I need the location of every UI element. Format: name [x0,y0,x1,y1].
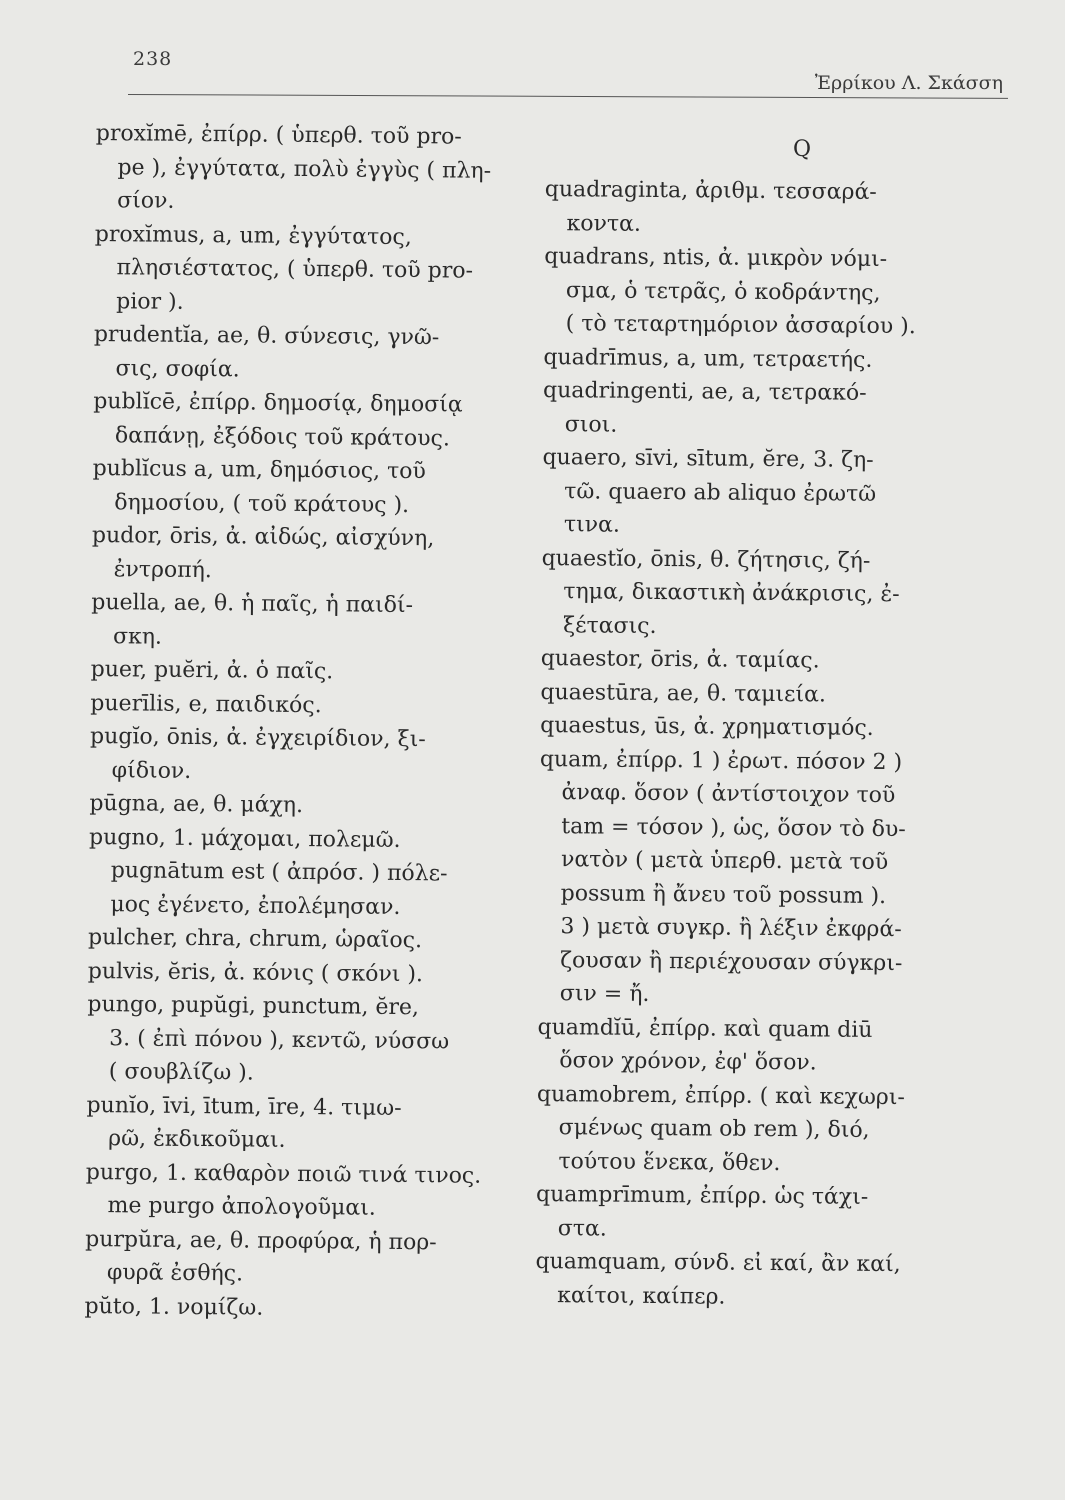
dictionary-entry [85,1155,546,1226]
entry-headword-line: quadrīmus, a, um, τετραετής. [543,344,873,373]
dictionary-entry [87,988,548,1093]
dictionary-entry [88,954,548,992]
dictionary-entry [541,642,996,679]
dictionary-entry [543,340,998,377]
entry-continuation-line: νατὸν ( μετὰ ὑπερθ. μετὰ τοῦ [560,847,889,876]
entry-continuation-line: φυρᾶ ἐσθής. [106,1260,244,1287]
entry-continuation-line: me purgo ἀπολογοῦμαι. [107,1193,376,1221]
entry-continuation-line: σμένως quam ob rem ), διό, [558,1115,870,1143]
dictionary-entry [93,318,554,389]
entry-headword-line: pugno, 1. μάχομαι, πολεμῶ. [88,824,401,853]
entry-headword-line: quaestor, ōris, ἀ. ταμίας. [540,645,820,674]
entry-continuation-line: μος ἐγένετο, ἐπολέμησαν. [110,891,401,920]
entry-headword-line: quaestus, ūs, ἀ. χρηματισμός. [540,712,874,741]
entry-continuation-line: possum ἢ ἄνευ τοῦ possum ). [560,880,887,909]
entry-continuation-line: φίδιον. [111,757,192,784]
entry-headword-line: quaestĭo, ōnis, θ. ζήτησις, ζή- [541,545,871,574]
entry-headword-line: purgo, 1. καθαρὸν ποιῶ τινά τινος. [85,1159,482,1189]
dictionary-entry [91,519,552,590]
entry-headword-line: puella, ae, θ. ἡ παῖς, ἡ παιδί- [91,589,414,619]
entry-headword-line: quadrans, ntis, ἀ. μικρὸν νόμι- [544,243,888,272]
entry-continuation-line: pe ), ἐγγύτατα, πολὺ ἐγγὺς ( πλη- [117,154,492,184]
entry-continuation-line: κοντα. [566,210,642,237]
entry-continuation-line: 3. ( ἐπὶ πόνου ), κεντῶ, νύσσω [109,1025,450,1054]
dictionary-entry [90,720,551,791]
entry-continuation-line: σμα, ὁ τετρᾶς, ὁ κοδράντης, [565,277,881,306]
entry-headword-line: publĭcus a, um, δημόσιος, τοῦ [92,455,426,485]
dictionary-entry [544,240,1000,344]
entry-headword-line: pŭto, 1. νομίζω. [84,1293,264,1321]
entry-headword-line: pūgna, ae, θ. μάχη. [89,790,304,819]
dictionary-entry [535,1245,991,1316]
header-rule [128,94,1008,99]
entry-continuation-line: ἀναφ. ὅσον ( ἀντίστοιχον τοῦ [561,780,896,809]
dictionary-entry [92,452,553,523]
entry-continuation-line: pugnātum est ( ἀπρόσ. ) πόλε- [110,858,448,887]
dictionary-entry [90,686,550,724]
right-column [535,173,1000,1316]
entry-headword-line: quaero, sīvi, sītum, ĕre, 3. ζη- [542,444,874,473]
entry-headword-line: quam, ἐπίρρ. 1 ) ἐρωτ. πόσον 2 ) [539,746,903,775]
dictionary-entry [95,117,556,222]
entry-continuation-line: σις, σοφία. [115,355,240,382]
entry-continuation-line: δαπάνῃ, ἐξόδοις τοῦ κράτους. [114,422,451,451]
entry-continuation-line: σιοι. [564,411,618,438]
dictionary-entry [86,1088,547,1159]
entry-headword-line: pugĭo, ōnis, ἀ. ἐγχειρίδιον, ξι- [89,723,426,753]
dictionary-entry [540,709,995,746]
entry-headword-line: pungo, pupŭgi, punctum, ĕre, [87,991,420,1021]
dictionary-entry [84,1289,544,1327]
dictionary-entry [94,217,555,322]
entry-continuation-line: ( τὸ τεταρτημόριον ἀσσαρίου ). [565,311,916,340]
entry-headword-line: purpŭra, ae, θ. προφύρα, ἡ πορ- [85,1226,437,1255]
entry-headword-line: quamprīmum, ἐπίρρ. ὡς τάχι- [535,1181,869,1210]
entry-headword-line: proxĭmus, a, um, ἐγγύτατος, [94,221,412,250]
entry-headword-line: quamdĭū, ἐπίρρ. καὶ quam diū [537,1014,873,1043]
entry-headword-line: pulcher, chra, chrum, ὡραῖος. [88,924,423,954]
entry-headword-line: quaestūra, ae, θ. ταμιεία. [540,679,827,707]
dictionary-entry [540,675,995,712]
dictionary-entry [541,541,997,645]
dictionary-entry [88,820,549,925]
entry-continuation-line: σίον. [117,188,175,214]
dictionary-entry [544,173,1000,244]
entry-headword-line: pulvis, ĕris, ἀ. κόνις ( σκόνι ). [87,958,424,987]
entry-headword-line: quamquam, σύνδ. εἰ καί, ἂν καί, [535,1248,901,1278]
dictionary-entry [93,385,554,456]
dictionary-entry [85,1222,546,1293]
dictionary-entry [543,374,999,445]
entry-continuation-line: ζουσαν ἢ περιέχουσαν σύγκρι- [560,947,903,976]
dictionary-entry [536,1077,992,1181]
entry-continuation-line: τούτου ἕνεκα, ὅθεν. [558,1148,781,1176]
dictionary-entry [88,921,548,959]
entry-headword-line: punĭo, īvi, ītum, īre, 4. τιμω- [86,1092,402,1121]
section-letter: Q [793,137,812,162]
entry-continuation-line: καίτοι, καίπερ. [557,1282,726,1310]
entry-continuation-line: στα. [557,1215,607,1242]
entry-headword-line: publĭcē, ἐπίρρ. δημοσίᾳ, δημοσίᾳ [93,388,463,418]
entry-continuation-line: τινα. [563,512,621,538]
entry-headword-line: quadringenti, ae, a, τετρακό- [542,377,867,406]
entry-headword-line: pudor, ōris, ἀ. αἰδώς, αἰσχύνη, [91,522,435,552]
entry-continuation-line: tam = τόσον ), ὡς, ὅσον τὸ δυ- [561,813,906,842]
entry-headword-line: quamobrem, ἐπίρρ. ( καὶ κεχωρι- [536,1081,905,1110]
entry-headword-line: proxĭmē, ἐπίρρ. ( ὑπερθ. τοῦ pro- [95,120,462,150]
dictionary-entry [536,1178,992,1249]
entry-headword-line: puerīlis, e, παιδικός. [90,690,322,718]
dictionary-entry [537,1010,993,1081]
dictionary-entry [89,787,549,825]
entry-continuation-line: ἐντροπή. [113,556,212,583]
entry-continuation-line: ( σουβλίζω ). [108,1059,254,1086]
entry-headword-line: prudentĭa, ae, θ. σύνεσις, γνῶ- [93,321,440,351]
entry-headword-line: quadraginta, ἀριθμ. τεσσαρά- [544,176,877,205]
entry-continuation-line: 3 ) μετὰ συγκρ. ἢ λέξιν ἐκφρά- [560,914,902,943]
dictionary-entry [542,441,998,545]
entry-continuation-line: σιν = ἤ. [559,981,650,1007]
entry-continuation-line: ὅσον χρόνον, ἐφ' ὅσον. [559,1048,817,1076]
entry-continuation-line: pior ). [116,288,184,315]
entry-continuation-line: σκη. [112,623,163,650]
left-column [84,117,556,1327]
entry-continuation-line: τημα, δικαστικὴ ἀνάκρισις, ἐ- [563,579,900,608]
running-head: Ἐρρίκου Λ. Σκάσση [814,72,1003,94]
dictionary-entry [538,742,995,1014]
dictionary-entry [91,586,552,657]
entry-continuation-line: ρῶ, ἐκδικοῦμαι. [108,1126,286,1153]
entry-continuation-line: τῶ. quaero ab aliquo ἐρωτῶ [564,478,877,507]
entry-continuation-line: δημοσίου, ( τοῦ κράτους ). [114,489,410,518]
page-number: 238 [133,48,173,70]
entry-headword-line: puer, puĕri, ἀ. ὁ παῖς. [90,656,334,685]
entry-continuation-line: ξέτασις. [562,612,657,639]
dictionary-entry [91,653,551,691]
entry-continuation-line: πλησιέστατος, ( ὑπερθ. τοῦ pro- [116,255,474,284]
